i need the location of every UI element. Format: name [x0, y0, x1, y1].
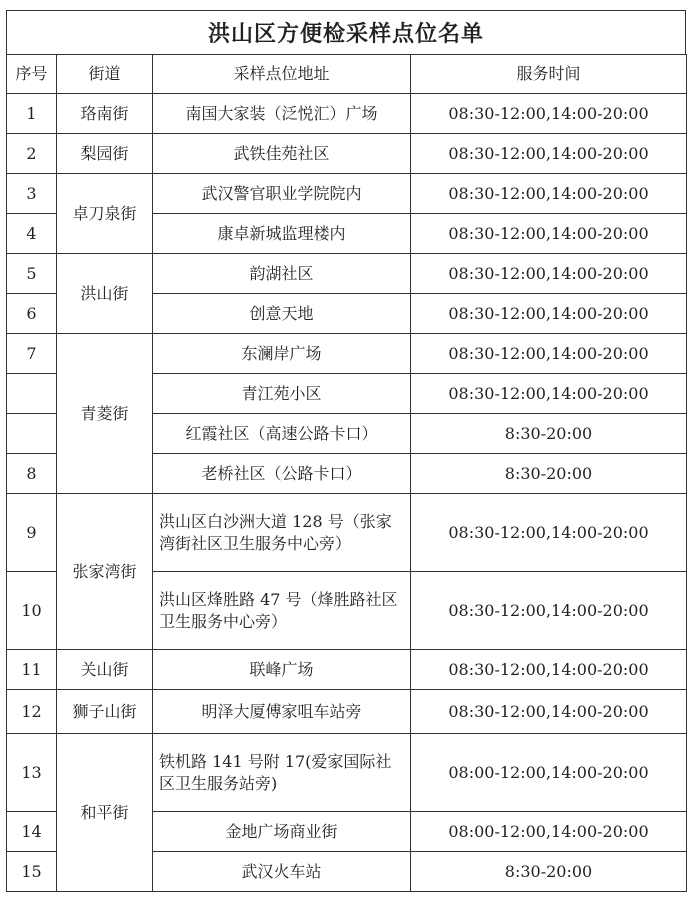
header-time: 服务时间	[411, 55, 687, 94]
row-address: 南国大家装（泛悦汇）广场	[153, 94, 411, 134]
row-no: 8	[7, 454, 57, 494]
row-time: 08:30-12:00,14:00-20:00	[411, 134, 687, 174]
row-time: 08:00-12:00,14:00-20:00	[411, 734, 687, 812]
row-address: 联峰广场	[153, 650, 411, 690]
table-row	[7, 254, 687, 294]
row-time: 08:00-12:00,14:00-20:00	[411, 812, 687, 852]
document-title: 洪山区方便检采样点位名单	[6, 10, 686, 54]
row-time: 08:30-12:00,14:00-20:00	[411, 650, 687, 690]
row-street: 洪山街	[57, 254, 153, 334]
row-address: 创意天地	[153, 294, 411, 334]
row-time: 8:30-20:00	[411, 414, 687, 454]
sampling-sites-table	[6, 54, 687, 892]
table-row	[7, 690, 687, 734]
row-time: 8:30-20:00	[411, 454, 687, 494]
table-row	[7, 174, 687, 214]
row-no: 12	[7, 690, 57, 734]
row-address: 洪山区白沙洲大道 128 号（张家湾街社区卫生服务中心旁）	[153, 494, 411, 572]
row-address: 康卓新城监理楼内	[153, 214, 411, 254]
row-no: 4	[7, 214, 57, 254]
row-street: 珞南街	[57, 94, 153, 134]
row-no: 11	[7, 650, 57, 690]
row-no: 10	[7, 572, 57, 650]
row-no: 9	[7, 494, 57, 572]
row-no	[7, 414, 57, 454]
row-address: 金地广场商业街	[153, 812, 411, 852]
row-no: 3	[7, 174, 57, 214]
row-time: 08:30-12:00,14:00-20:00	[411, 214, 687, 254]
row-no: 5	[7, 254, 57, 294]
row-address: 青江苑小区	[153, 374, 411, 414]
table-row	[7, 494, 687, 572]
row-street: 卓刀泉街	[57, 174, 153, 254]
row-street: 梨园街	[57, 134, 153, 174]
header-address: 采样点位地址	[153, 55, 411, 94]
row-time: 08:30-12:00,14:00-20:00	[411, 94, 687, 134]
header-no: 序号	[7, 55, 57, 94]
row-time: 08:30-12:00,14:00-20:00	[411, 690, 687, 734]
row-address: 红霞社区（高速公路卡口）	[153, 414, 411, 454]
header-street: 街道	[57, 55, 153, 94]
row-time: 08:30-12:00,14:00-20:00	[411, 254, 687, 294]
row-no: 1	[7, 94, 57, 134]
row-time: 08:30-12:00,14:00-20:00	[411, 494, 687, 572]
row-address: 武汉警官职业学院院内	[153, 174, 411, 214]
row-time: 08:30-12:00,14:00-20:00	[411, 174, 687, 214]
row-street: 张家湾街	[57, 494, 153, 650]
row-address: 明泽大厦傅家咀车站旁	[153, 690, 411, 734]
row-time: 08:30-12:00,14:00-20:00	[411, 572, 687, 650]
row-street: 和平街	[57, 734, 153, 892]
table-row	[7, 650, 687, 690]
row-no: 13	[7, 734, 57, 812]
row-address: 武铁佳苑社区	[153, 134, 411, 174]
row-address: 老桥社区（公路卡口）	[153, 454, 411, 494]
row-time: 8:30-20:00	[411, 852, 687, 892]
row-no: 6	[7, 294, 57, 334]
row-street: 狮子山街	[57, 690, 153, 734]
table-row	[7, 334, 687, 374]
row-no: 7	[7, 334, 57, 374]
row-address: 武汉火车站	[153, 852, 411, 892]
row-no: 2	[7, 134, 57, 174]
table-row	[7, 134, 687, 174]
row-time: 08:30-12:00,14:00-20:00	[411, 374, 687, 414]
row-address: 东澜岸广场	[153, 334, 411, 374]
row-no: 14	[7, 812, 57, 852]
table-header-row	[7, 55, 687, 94]
row-time: 08:30-12:00,14:00-20:00	[411, 334, 687, 374]
row-address: 韵湖社区	[153, 254, 411, 294]
table-row	[7, 734, 687, 812]
row-street: 关山街	[57, 650, 153, 690]
row-no: 15	[7, 852, 57, 892]
row-no	[7, 374, 57, 414]
row-address: 铁机路 141 号附 17(爱家国际社区卫生服务站旁)	[153, 734, 411, 812]
row-street: 青菱街	[57, 334, 153, 494]
table-row	[7, 94, 687, 134]
row-time: 08:30-12:00,14:00-20:00	[411, 294, 687, 334]
row-address: 洪山区烽胜路 47 号（烽胜路社区卫生服务中心旁）	[153, 572, 411, 650]
